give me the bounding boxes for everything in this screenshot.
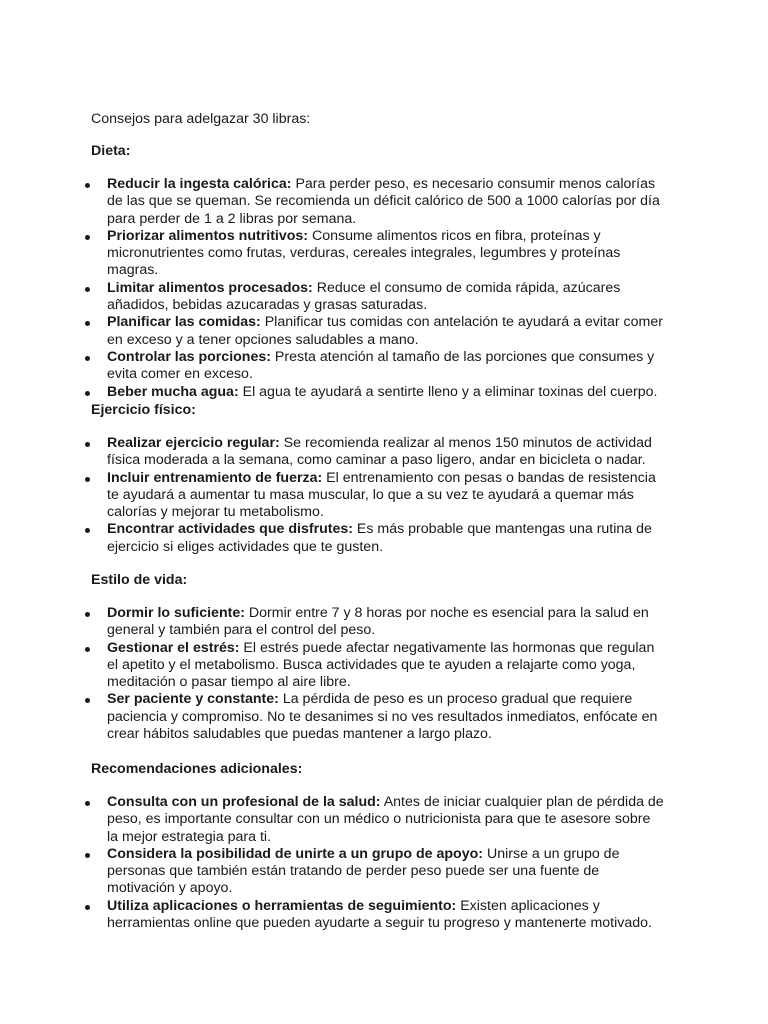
item-text: El estrés puede afectar negativamente las hormonas que regulan el apetito y el metabolismo. Busca actividades que te ayuden a relajarte como yoga, meditación o pasar tiempo al aire libre. <box>107 639 655 691</box>
list-item <box>0 349 664 384</box>
item-text: Antes de iniciar cualquier plan de pérdida de peso, es importante consultar con un médico o nutricionista para que te asesore sobre la mejor estrategia para ti. <box>107 794 664 845</box>
list-item <box>0 470 664 522</box>
bullet-icon <box>85 853 90 858</box>
list-item <box>0 314 664 349</box>
bullet-icon <box>85 528 90 533</box>
item-title: Considera la posibilidad de unirte a un grupo de apoyo: <box>107 845 484 862</box>
item-text: Dormir entre 7 y 8 horas por noche es esencial para la salud en general y también para el control del peso. <box>107 605 649 639</box>
bullet-icon <box>85 905 90 910</box>
item-title: Planificar las comidas: <box>107 314 261 331</box>
item-text: Consume alimentos ricos en fibra, proteínas y micronutrientes como frutas, verduras, cereales integrales, legumbres y proteínas magras. <box>107 227 621 279</box>
bullet-icon <box>85 801 90 806</box>
bullet-list <box>0 176 768 401</box>
item-text: Reduce el consumo de comida rápida, azúcares añadidos, bebidas azucaradas y grasas saturadas. <box>107 279 621 314</box>
list-item <box>0 176 664 228</box>
item-text: Planificar tus comidas con antelación te ayudará a evitar comer en exceso y a tener opciones saludables a mano. <box>107 314 663 348</box>
list-item <box>0 521 664 556</box>
item-title: Ser paciente y constante: <box>107 691 279 708</box>
item-title: Priorizar alimentos nutritivos: <box>107 227 309 244</box>
list-item <box>0 846 664 898</box>
list-item <box>0 228 664 280</box>
bullet-icon <box>85 442 90 447</box>
item-text: El agua te ayudará a sentirte lleno y a eliminar toxinas del cuerpo. <box>238 383 658 400</box>
document-intro: Consejos para adelgazar 30 libras: <box>91 111 311 127</box>
bullet-icon <box>85 321 90 326</box>
list-item <box>0 384 664 401</box>
item-title: Incluir entrenamiento de fuerza: <box>107 469 323 486</box>
item-text: Se recomienda realizar al menos 150 minutos de actividad física moderada a la semana, como caminar a paso ligero, andar en bicicleta o nadar. <box>107 435 652 469</box>
item-title: Gestionar el estrés: <box>107 639 240 656</box>
item-title: Utiliza aplicaciones o herramientas de seguimiento: <box>107 897 457 914</box>
item-text: Para perder peso, es necesario consumir menos calorías de las que se queman. Se recomienda un déficit calórico de 500 a 1000 calorías por día para perder de 1 a 2 libras por semana. <box>107 176 660 227</box>
bullet-list <box>0 605 768 743</box>
list-item <box>0 691 664 743</box>
item-title: Realizar ejercicio regular: <box>107 435 280 451</box>
list-item <box>0 280 664 315</box>
item-text: Unirse a un grupo de personas que también están tratando de perder peso puede ser una fuente de motivación y apoyo. <box>107 845 620 897</box>
bullet-icon <box>85 647 90 652</box>
bullet-list <box>0 435 768 556</box>
list-item <box>0 794 664 846</box>
item-text: El entrenamiento con pesas o bandas de resistencia te ayudará a aumentar tu masa muscular, lo que a su vez te ayudará a quemar más calorías y mejorar tu metabolismo. <box>107 469 656 521</box>
item-title: Beber mucha agua: <box>107 383 239 400</box>
bullet-icon <box>85 698 90 703</box>
item-title: Controlar las porciones: <box>107 348 271 365</box>
bullet-icon <box>85 612 90 617</box>
bullet-icon <box>85 391 90 396</box>
bullet-icon <box>85 235 90 240</box>
list-item <box>0 435 664 470</box>
bullet-icon <box>85 356 90 361</box>
item-text: Presta atención al tamaño de las porciones que consumes y evita comer en exceso. <box>107 348 655 383</box>
item-title: Limitar alimentos procesados: <box>107 279 313 296</box>
item-title: Encontrar actividades que disfrutes: <box>107 521 353 538</box>
bullet-list <box>0 794 768 932</box>
bullet-icon <box>85 477 90 482</box>
item-text: La pérdida de peso es un proceso gradual que requiere paciencia y compromiso. No te desanimes si no ves resultados inmediatos, enfócate en crear hábitos saludables que puedas mantener a largo plazo. <box>107 691 658 743</box>
item-text: Existen aplicaciones y herramientas online que pueden ayudarte a seguir tu progreso y mantenerte motivado. <box>107 897 652 932</box>
item-text: Es más probable que mantengas una rutina de ejercicio si eliges actividades que te gusten. <box>107 521 652 555</box>
section-heading: Ejercicio físico: <box>91 402 196 418</box>
list-item <box>0 605 664 640</box>
list-item <box>0 898 664 933</box>
section-heading: Dieta: <box>91 143 131 159</box>
section-heading: Recomendaciones adicionales: <box>91 761 303 777</box>
item-title: Consulta con un profesional de la salud: <box>107 794 381 810</box>
list-item <box>0 640 664 692</box>
item-title: Reducir la ingesta calórica: <box>107 176 292 192</box>
bullet-icon <box>85 183 90 188</box>
section-heading: Estilo de vida: <box>91 572 188 588</box>
item-title: Dormir lo suficiente: <box>107 605 245 621</box>
bullet-icon <box>85 287 90 292</box>
